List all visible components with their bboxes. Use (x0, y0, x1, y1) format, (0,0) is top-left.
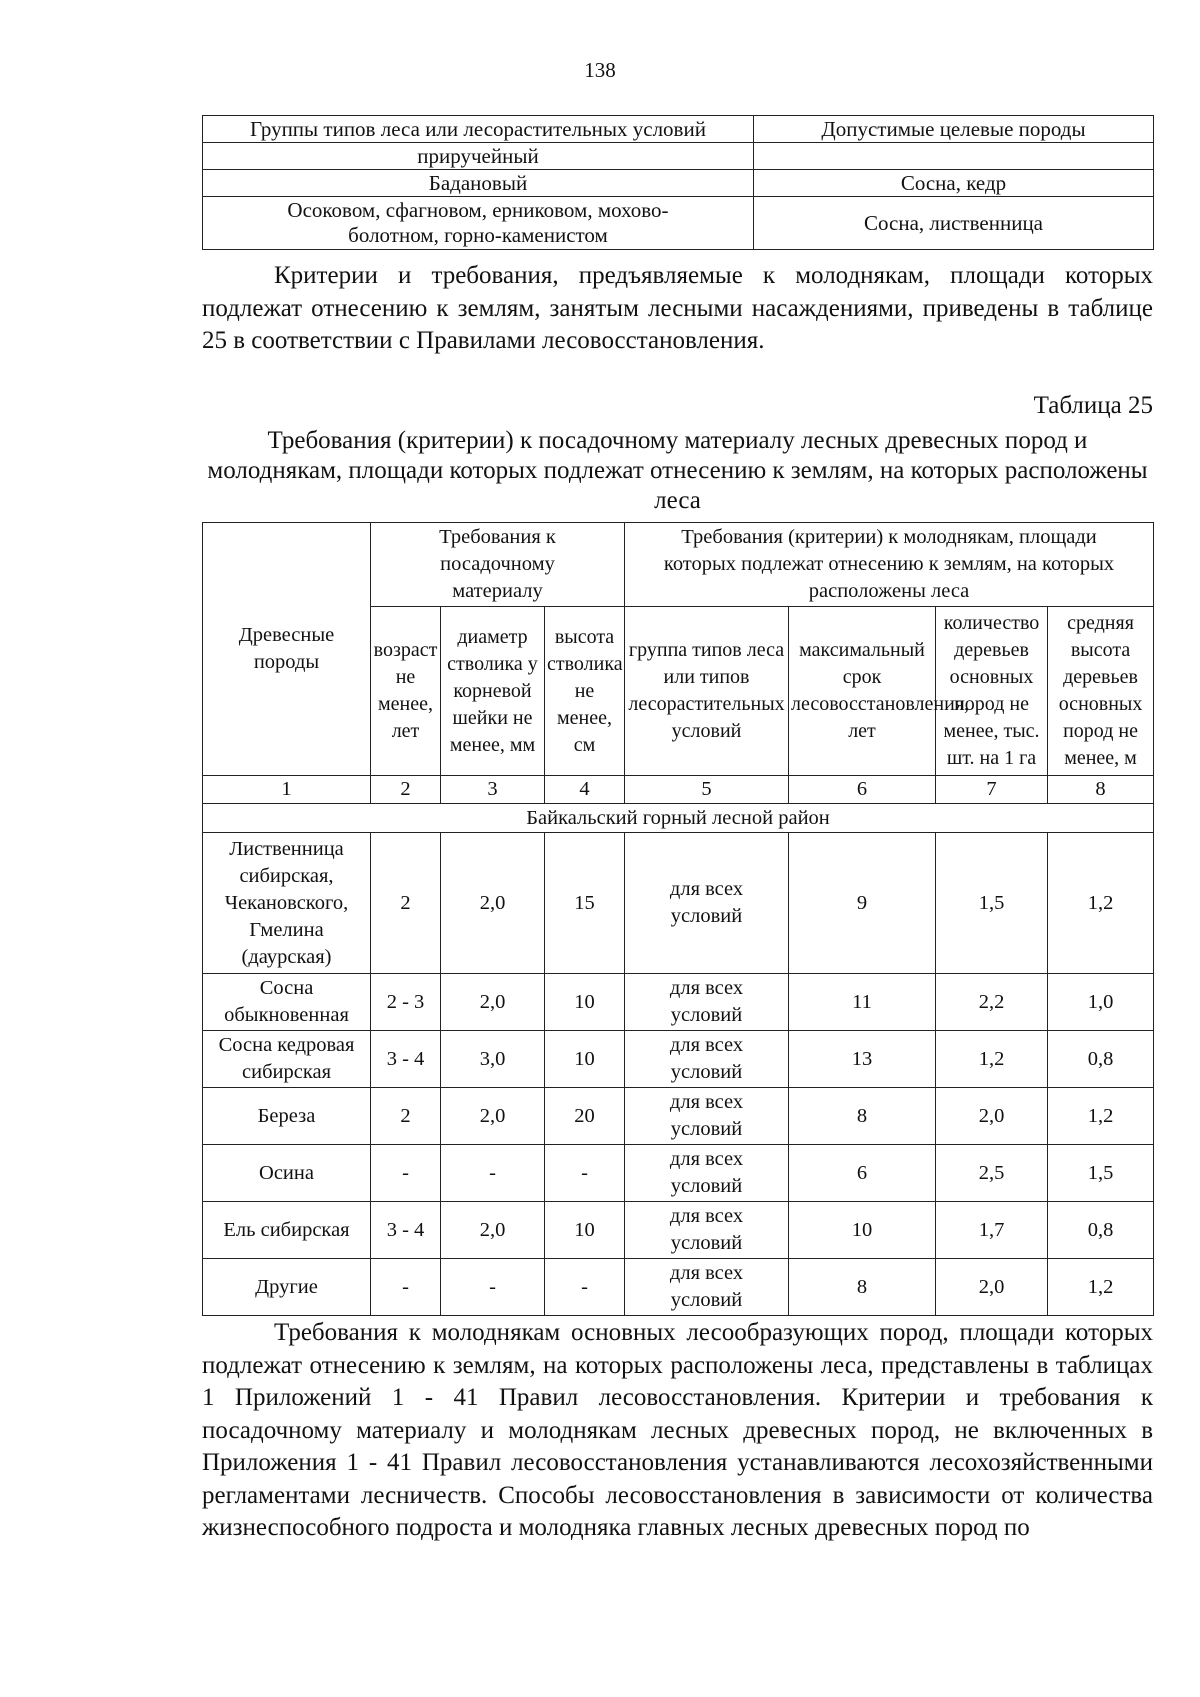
cell: для всех условий (625, 1031, 789, 1088)
cell: 1,5 (1048, 1145, 1154, 1202)
column-number: 3 (441, 776, 545, 804)
header-max-period: максимальный срок лесовосстановления, лет (789, 607, 936, 776)
cell-species: Лиственница сибирская, Чекановского, Гмелина (даурская) (203, 833, 371, 974)
cell: 2,0 (441, 1202, 545, 1259)
cell: 10 (545, 974, 625, 1031)
cell: 9 (789, 833, 936, 974)
page-number: 138 (584, 58, 616, 82)
cell: Осоковом, сфагновом, ерниковом, мохово-болотном, горно-каменистом (203, 197, 754, 250)
cell: 3 - 4 (371, 1202, 441, 1259)
header-planting-requirements: Требования к посадочному материалу (371, 523, 625, 607)
header-height: высота стволика не менее, см (545, 607, 625, 776)
cell: для всех условий (625, 1202, 789, 1259)
cell: 10 (545, 1031, 625, 1088)
cell: 8 (789, 1088, 936, 1145)
cell: 11 (789, 974, 936, 1031)
cell: для всех условий (625, 1145, 789, 1202)
cell: 0,8 (1048, 1031, 1154, 1088)
cell: 6 (789, 1145, 936, 1202)
cell: для всех условий (625, 1088, 789, 1145)
header-young-stand-requirements: Требования (критерии) к молоднякам, площади которых подлежат отнесению к землям, на которых расположены леса (625, 523, 1154, 607)
table-row (203, 1145, 1154, 1202)
table-title: Требования (критерии) к посадочному материалу лесных древесных пород и молоднякам, площади которых подлежат отнесению к землям, на которых расположены леса (207, 427, 1148, 514)
header-target-species: Допустимые целевые породы (754, 116, 1154, 143)
cell-species: Сосна кедровая сибирская (203, 1031, 371, 1088)
header-avg-height: средняя высота деревьев основных пород не менее, м (1048, 607, 1154, 776)
header-species: Древесные породы (203, 523, 371, 776)
cell-species: Сосна обыкновенная (203, 974, 371, 1031)
cell-species: Осина (203, 1145, 371, 1202)
header-age: возраст не менее, лет (371, 607, 441, 776)
table-row (203, 170, 1154, 197)
forest-types-table (202, 115, 1154, 250)
cell: 10 (545, 1202, 625, 1259)
header-forest-type-group: группа типов леса или типов лесорастительных условий (625, 607, 789, 776)
column-number: 7 (936, 776, 1048, 804)
cell-species: Береза (203, 1088, 371, 1145)
cell-species: Ель сибирская (203, 1202, 371, 1259)
table-row (203, 1031, 1154, 1088)
header-forest-groups: Группы типов леса или лесорастительных условий (203, 116, 754, 143)
cell: 2,0 (441, 1088, 545, 1145)
cell: 3 - 4 (371, 1031, 441, 1088)
cell: 1,2 (1048, 833, 1154, 974)
table-header-row (203, 116, 1154, 143)
header-row-groups (203, 523, 1154, 607)
cell: - (545, 1145, 625, 1202)
header-diameter: диаметр стволика у корневой шейки не менее, мм (441, 607, 545, 776)
column-number: 6 (789, 776, 936, 804)
cell: 2 (371, 1088, 441, 1145)
table-row (203, 1259, 1154, 1316)
cell: 1,7 (936, 1202, 1048, 1259)
column-number: 8 (1048, 776, 1154, 804)
cell: 2 (371, 833, 441, 974)
cell: 2,5 (936, 1145, 1048, 1202)
table-row (203, 197, 1154, 250)
cell: 2,0 (936, 1259, 1048, 1316)
cell: для всех условий (625, 833, 789, 974)
column-number: 4 (545, 776, 625, 804)
cell: 2,0 (441, 974, 545, 1031)
table-25 (202, 522, 1154, 1316)
table-row (203, 833, 1154, 974)
table-row (203, 143, 1154, 170)
cell: 1,2 (936, 1031, 1048, 1088)
column-number: 2 (371, 776, 441, 804)
cell: - (371, 1259, 441, 1316)
cell: 0,8 (1048, 1202, 1154, 1259)
cell: - (441, 1145, 545, 1202)
cell: приручейный (203, 143, 754, 170)
cell: - (545, 1259, 625, 1316)
cell: Сосна, кедр (754, 170, 1154, 197)
cell: 1,0 (1048, 974, 1154, 1031)
header-tree-count: количество деревьев основных пород не менее, тыс. шт. на 1 га (936, 607, 1048, 776)
cell: для всех условий (625, 1259, 789, 1316)
table-row (203, 1088, 1154, 1145)
paragraph-criteria: Критерии и требования, предъявляемые к молоднякам, площади которых подлежат отнесению к землям, занятым лесными насаждениями, приведены в таблице 25 в соответствии с Правилами лесовосстановления. (202, 262, 1153, 354)
region-label: Байкальский горный лесной район (203, 804, 1154, 833)
cell: 2,0 (441, 833, 545, 974)
cell: 2 - 3 (371, 974, 441, 1031)
table-number: Таблица 25 (1033, 392, 1153, 419)
cell: для всех условий (625, 974, 789, 1031)
cell: 2,0 (936, 1088, 1048, 1145)
cell: 15 (545, 833, 625, 974)
column-number: 1 (203, 776, 371, 804)
cell: 1,2 (1048, 1088, 1154, 1145)
cell: 13 (789, 1031, 936, 1088)
cell: 20 (545, 1088, 625, 1145)
cell: 1,2 (1048, 1259, 1154, 1316)
table-row (203, 1202, 1154, 1259)
column-number-row (203, 776, 1154, 804)
cell-species: Другие (203, 1259, 371, 1316)
cell: Бадановый (203, 170, 754, 197)
cell: 3,0 (441, 1031, 545, 1088)
table-row (203, 974, 1154, 1031)
cell: Сосна, лиственница (754, 197, 1154, 250)
cell: - (371, 1145, 441, 1202)
cell: 1,5 (936, 833, 1048, 974)
cell: 2,2 (936, 974, 1048, 1031)
cell: 10 (789, 1202, 936, 1259)
cell: 8 (789, 1259, 936, 1316)
region-row (203, 804, 1154, 833)
cell (754, 143, 1154, 170)
cell: - (441, 1259, 545, 1316)
paragraph-requirements: Требования к молоднякам основных лесообразующих пород, площади которых подлежат отнесению к землям, на которых расположены леса, представлены в таблицах 1 Приложений 1 - 41 Правил лесовосстановления. Критерии и требования к посадочному материалу и молоднякам лесных древесных пород, не включенных в Приложения 1 - 41 Правил лесовосстановления устанавливаются лесохозяйственными регламентами лесничеств. Способы лесовосстановления в зависимости от количества жизнеспособного подроста и молодняка главных лесных древесных пород по (202, 1319, 1153, 1541)
column-number: 5 (625, 776, 789, 804)
